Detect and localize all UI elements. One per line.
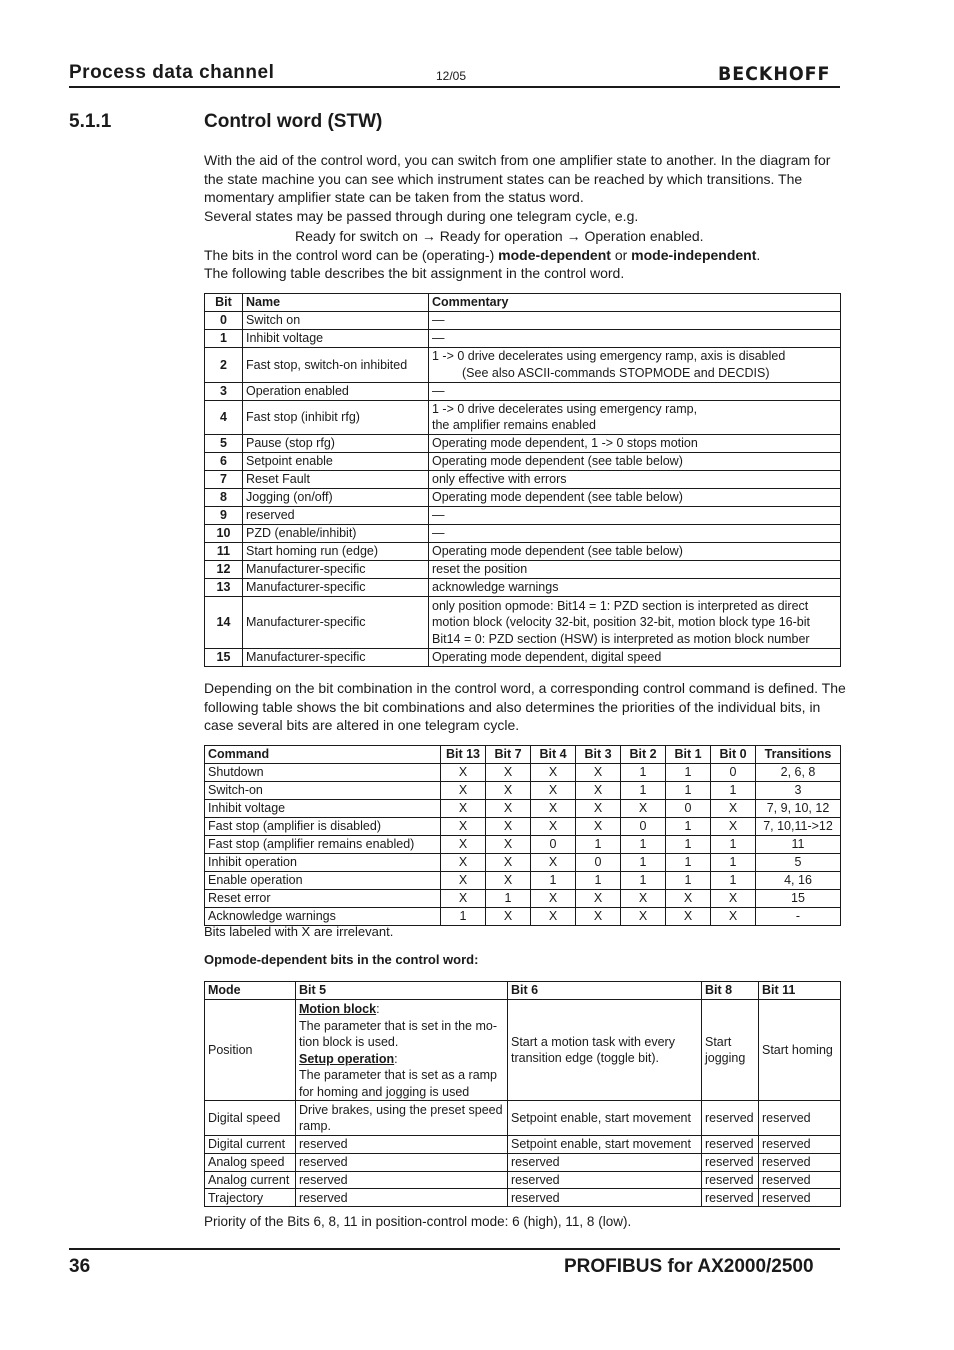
bit-name-cell: Switch on [243,312,429,330]
command-value-cell: - [756,908,841,926]
comment-line: reset the position [432,562,528,577]
bit-number-cell: 10 [205,525,243,543]
bit-name-cell: Reset Fault [243,471,429,489]
table-row [205,800,841,818]
bit-number-cell: 12 [205,561,243,579]
command-value-cell: 0 [576,854,621,872]
command-value-cell: 3 [756,782,841,800]
opmode-cell: Analog speed [205,1153,296,1171]
command-value-cell: 1 [576,872,621,890]
bit-number-cell: 2 [205,348,243,383]
bit-comment-cell [429,579,841,597]
command-value-cell: X [531,764,576,782]
table-row [205,435,841,453]
opmode-row-position [205,1000,841,1101]
command-value-cell: X [711,908,756,926]
comment-line: Operating mode dependent, 1 -> 0 stops motion [432,436,698,451]
table-row [205,561,841,579]
opmode-col-header: Bit 5 [296,982,508,1000]
table-row [205,525,841,543]
comment-line: — [432,526,445,541]
intro-paragraph-1: With the aid of the control word, you can switch from one amplifier state to another. In the diagram for the state machine you can see which instrument states can be reached by which transitions. The momentary amplifier state can be taken from the status word. [204,152,831,205]
mode-cell: Position [205,1000,296,1101]
bit-comment-cell [429,597,841,649]
command-value-cell: 0 [621,818,666,836]
bit-table-body [205,312,841,667]
bit-name-cell: Setpoint enable [243,453,429,471]
priority-note: Priority of the Bits 6, 8, 11 in position-control mode: 6 (high), 11, 8 (low). [204,1214,632,1229]
comment-line: — [432,508,445,523]
footer-rule [69,1248,840,1250]
comment-line: Operating mode dependent (see table below) [432,490,683,505]
command-value-cell: X [441,890,486,908]
opmode-cell: Digital speed [205,1101,296,1136]
comment-line: acknowledge warnings [432,580,559,595]
command-value-cell: 4, 16 [756,872,841,890]
command-value-cell: 1 [711,854,756,872]
command-col-header: Bit 1 [666,746,711,764]
command-value-cell: X [441,818,486,836]
command-value-cell: 11 [756,836,841,854]
command-value-cell: X [486,818,531,836]
bit-number-cell: 1 [205,330,243,348]
comment-line: Operating mode dependent, digital speed [432,650,662,665]
command-value-cell: X [621,890,666,908]
command-value-cell: X [576,764,621,782]
opmode-cell: reserved [759,1136,841,1154]
table-row [205,489,841,507]
bit-number-cell: 0 [205,312,243,330]
command-value-cell: X [441,782,486,800]
command-value-cell: X [711,800,756,818]
command-value-cell: X [531,890,576,908]
comment-line: 1 -> 0 drive decelerates using emergency ramp, axis is disabled [432,349,786,364]
command-value-cell: X [711,818,756,836]
command-value-cell: X [621,800,666,818]
command-value-cell: 15 [756,890,841,908]
brand-logo: BECKHOFF [718,63,831,85]
bit-comment-cell [429,330,841,348]
comment-line: only position opmode: Bit14 = 1: PZD section is interpreted as direct [432,598,809,613]
opmode-cell: reserved [296,1189,508,1207]
command-name-cell: Reset error [205,890,441,908]
command-value-cell: 1 [621,872,666,890]
table-row [205,1101,841,1136]
intro-paragraph-4: The bits in the control word can be (operating-) mode-dependent or mode-independent. [204,246,761,263]
bit-comment-cell [429,382,841,400]
command-value-cell: 0 [531,836,576,854]
command-col-header: Command [205,746,441,764]
bit-name-cell: Manufacturer-specific [243,561,429,579]
command-col-header: Bit 0 [711,746,756,764]
command-value-cell: 1 [711,872,756,890]
comment-line: motion block (velocity 32-bit, position 32-bit, motion block type 16-bit [432,615,810,630]
command-value-cell: 1 [666,836,711,854]
bit11-cell: Start homing [759,1000,841,1101]
bit-number-cell: 13 [205,579,243,597]
table-row [205,543,841,561]
table-row [205,1153,841,1171]
command-col-header: Bit 13 [441,746,486,764]
bit-comment-cell [429,435,841,453]
command-value-cell: 1 [666,872,711,890]
table-row [205,764,841,782]
command-table [204,745,841,926]
bit-number-cell: 9 [205,507,243,525]
commentary-col-header: Commentary [429,294,841,312]
command-value-cell: X [486,800,531,818]
bit-name-cell: Manufacturer-specific [243,579,429,597]
command-value-cell: X [441,872,486,890]
opmode-table-header [205,982,841,1000]
command-value-cell: X [486,836,531,854]
opmode-cell: reserved [702,1189,759,1207]
bit-number-cell: 5 [205,435,243,453]
table-row [205,453,841,471]
bit-comment-cell [429,649,841,667]
command-value-cell: X [531,800,576,818]
command-name-cell: Enable operation [205,872,441,890]
table-row [205,854,841,872]
bit-name-cell: Manufacturer-specific [243,649,429,667]
command-value-cell: X [576,890,621,908]
footer-title: PROFIBUS for AX2000/2500 [564,1256,814,1277]
command-value-cell: 0 [711,764,756,782]
opmode-cell: reserved [759,1171,841,1189]
command-col-header: Bit 2 [621,746,666,764]
opmode-cell: reserved [296,1136,508,1154]
table-row [205,649,841,667]
table-row [205,597,841,649]
intro-transition-example: Ready for switch on → Ready for operation → Operation enabled. [295,228,704,244]
opmode-cell: Drive brakes, using the preset speed ramp. [296,1101,508,1136]
command-name-cell: Shutdown [205,764,441,782]
command-value-cell: 1 [621,764,666,782]
command-value-cell: X [486,908,531,926]
bit-comment-cell [429,400,841,435]
opmode-cell: reserved [296,1171,508,1189]
command-value-cell: 1 [621,854,666,872]
command-name-cell: Inhibit operation [205,854,441,872]
opmode-cell: reserved [702,1171,759,1189]
opmode-cell: reserved [759,1153,841,1171]
opmode-col-header: Bit 6 [508,982,702,1000]
command-value-cell: 1 [666,854,711,872]
bit6-cell: Start a motion task with every transition edge (toggle bit). [508,1000,702,1101]
intro-text [204,151,849,283]
bit-comment-cell [429,471,841,489]
command-table-header [205,746,841,764]
table-row [205,579,841,597]
command-value-cell: 1 [711,782,756,800]
command-value-cell: X [441,854,486,872]
bit-assignment-table [204,293,841,667]
table-row [205,818,841,836]
command-value-cell: 1 [621,836,666,854]
command-table-body [205,764,841,926]
comment-line: — [432,313,445,328]
command-value-cell: 1 [711,836,756,854]
command-value-cell: X [621,908,666,926]
section-number: 5.1.1 [69,111,112,132]
intro-paragraph-5: The following table describes the bit assignment in the control word. [204,265,625,281]
command-value-cell: X [486,854,531,872]
bit-name-cell: reserved [243,507,429,525]
bit-name-cell: Manufacturer-specific [243,597,429,649]
command-value-cell: X [576,782,621,800]
command-value-cell: X [576,818,621,836]
intro-paragraph-2: Several states may be passed through during one telegram cycle, e.g. [204,207,639,224]
command-value-cell: X [666,908,711,926]
page-number: 36 [69,1256,91,1277]
bit-name-cell: Start homing run (edge) [243,543,429,561]
table-row [205,1136,841,1154]
command-value-cell: 1 [666,818,711,836]
table-row [205,782,841,800]
command-value-cell: 1 [666,764,711,782]
opmode-cell: reserved [296,1153,508,1171]
opmode-cell: reserved [702,1101,759,1136]
table-row [205,400,841,435]
table-row [205,471,841,489]
comment-line: — [432,383,445,398]
bit-number-cell: 14 [205,597,243,649]
command-value-cell: X [531,782,576,800]
irrelevant-bits-note: Bits labeled with X are irrelevant. [204,924,394,939]
opmode-col-header: Mode [205,982,296,1000]
command-value-cell: X [486,872,531,890]
bit-number-cell: 7 [205,471,243,489]
table-row [205,1171,841,1189]
command-value-cell: X [711,890,756,908]
table-row [205,382,841,400]
header-rule [69,86,840,88]
command-value-cell: 1 [441,908,486,926]
bit-comment-cell [429,561,841,579]
bit-number-cell: 8 [205,489,243,507]
command-value-cell: X [441,800,486,818]
command-value-cell: X [666,890,711,908]
opmode-cell: Digital current [205,1136,296,1154]
opmode-col-header: Bit 11 [759,982,841,1000]
opmode-cell: reserved [759,1101,841,1136]
command-value-cell: 2, 6, 8 [756,764,841,782]
bit-name-cell: Jogging (on/off) [243,489,429,507]
command-value-cell: 1 [576,836,621,854]
command-value-cell: 5 [756,854,841,872]
comment-line: 1 -> 0 drive decelerates using emergency ramp, [432,401,698,416]
table-row [205,330,841,348]
command-value-cell: 1 [486,890,531,908]
opmode-cell: reserved [508,1171,702,1189]
command-value-cell: X [441,764,486,782]
table-row [205,1189,841,1207]
bit-col-header: Bit [205,294,243,312]
comment-line: Operating mode dependent (see table below) [432,454,683,469]
comment-line: the amplifier remains enabled [432,418,596,433]
command-col-header: Bit 4 [531,746,576,764]
opmode-table [204,981,841,1207]
command-name-cell: Inhibit voltage [205,800,441,818]
header-section-title: Process data channel [69,62,275,83]
opmode-cell: reserved [508,1189,702,1207]
bit-number-cell: 15 [205,649,243,667]
table-row [205,312,841,330]
bit-comment-cell [429,348,841,383]
bit-number-cell: 6 [205,453,243,471]
bit-comment-cell [429,312,841,330]
bit-comment-cell [429,507,841,525]
command-value-cell: X [486,782,531,800]
bit-number-cell: 4 [205,400,243,435]
command-value-cell: X [531,818,576,836]
opmode-cell: reserved [702,1136,759,1154]
command-value-cell: X [576,800,621,818]
name-col-header: Name [243,294,429,312]
mid-paragraph: Depending on the bit combination in the control word, a corresponding control command is defined. The following table shows the bit combinations and also determines the priorities of the individual bits, in case several bits are altered in one telegram cycle. [204,680,846,733]
command-value-cell: 1 [621,782,666,800]
command-col-header: Bit 7 [486,746,531,764]
command-value-cell: X [441,836,486,854]
command-name-cell: Fast stop (amplifier remains enabled) [205,836,441,854]
bit-name-cell: PZD (enable/inhibit) [243,525,429,543]
command-col-header: Transitions [756,746,841,764]
command-value-cell: X [531,908,576,926]
bit-name-cell: Pause (stop rfg) [243,435,429,453]
bit5-cell: Motion block: The parameter that is set in the mo-tion block is used. Setup operation: The parameter that is set as a ramp for homing and jogging is used [296,1000,508,1101]
table-row [205,872,841,890]
opmode-cell: Analog current [205,1171,296,1189]
opmode-table-body [205,1101,841,1207]
command-name-cell: Acknowledge warnings [205,908,441,926]
opmode-col-header: Bit 8 [702,982,759,1000]
header-date: 12/05 [436,69,467,83]
table-row [205,836,841,854]
table-row [205,507,841,525]
opmode-cell: Setpoint enable, start movement [508,1136,702,1154]
table-row [205,908,841,926]
section-title: Control word (STW) [204,111,383,132]
command-value-cell: 0 [666,800,711,818]
command-value-cell: X [576,908,621,926]
comment-line: Operating mode dependent (see table below) [432,544,683,559]
opmode-heading: Opmode-dependent bits in the control word: [204,952,479,967]
command-col-header: Bit 3 [576,746,621,764]
command-value-cell: 7, 10,11->12 [756,818,841,836]
opmode-cell: reserved [759,1189,841,1207]
bit-comment-cell [429,453,841,471]
command-value-cell: 7, 9, 10, 12 [756,800,841,818]
comment-line: — [432,331,445,346]
bit-name-cell: Fast stop, switch-on inhibited [243,348,429,383]
table-row [205,348,841,383]
opmode-cell: Setpoint enable, start movement [508,1101,702,1136]
bit-name-cell: Fast stop (inhibit rfg) [243,400,429,435]
bit-comment-cell [429,543,841,561]
command-value-cell: 1 [531,872,576,890]
bit-comment-cell [429,525,841,543]
opmode-cell: reserved [702,1153,759,1171]
opmode-cell: Trajectory [205,1189,296,1207]
opmode-cell: reserved [508,1153,702,1171]
bit-name-cell: Operation enabled [243,382,429,400]
command-name-cell: Fast stop (amplifier is disabled) [205,818,441,836]
comment-line: (See also ASCII-commands STOPMODE and DECDIS) [462,365,770,380]
comment-line: Bit14 = 0: PZD section (HSW) is interpreted as motion block number [432,631,810,646]
command-value-cell: X [486,764,531,782]
command-value-cell: 1 [666,782,711,800]
bit-number-cell: 11 [205,543,243,561]
bit-number-cell: 3 [205,382,243,400]
command-value-cell: X [531,854,576,872]
table-row [205,890,841,908]
bit8-cell: Start jogging [702,1000,759,1101]
bit-comment-cell [429,489,841,507]
bit-name-cell: Inhibit voltage [243,330,429,348]
comment-line: only effective with errors [432,472,567,487]
command-name-cell: Switch-on [205,782,441,800]
